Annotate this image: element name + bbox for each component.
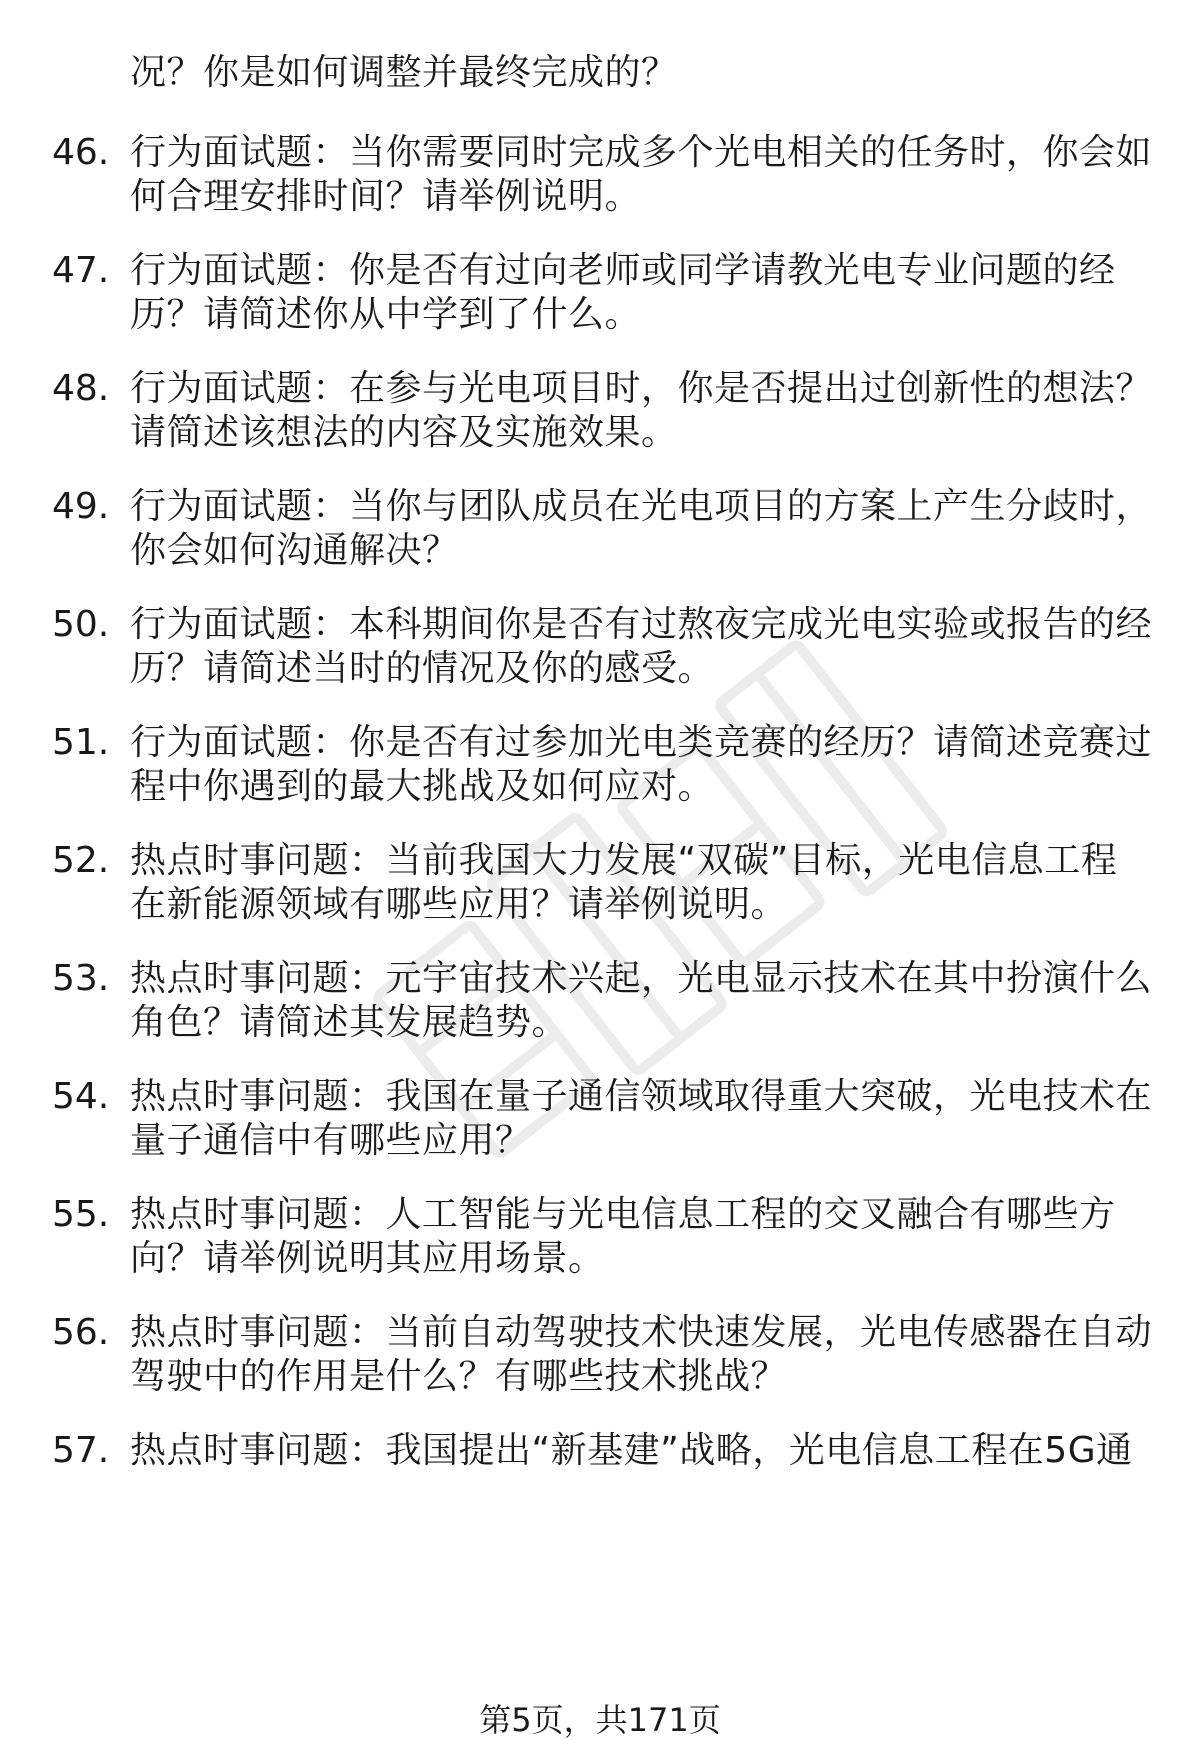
question-text-line1: 行为面试题：你是否有过向老师或同学请教光电专业问题的经 [130, 250, 1116, 291]
question-text-line1: 热点时事问题：我国提出“新基建”战略，光电信息工程在5G通 [130, 1430, 1133, 1471]
question-text-line1: 热点时事问题：我国在量子通信领域取得重大突破，光电技术在 [130, 1076, 1153, 1117]
question-text-line1: 热点时事问题：当前我国大力发展“双碳”目标，光电信息工程 [130, 840, 1118, 881]
question-number: 56. [52, 1312, 110, 1353]
page-footer: 第5页，共171页 [479, 1701, 721, 1739]
question-number: 52. [52, 840, 110, 881]
question-number: 55. [52, 1194, 110, 1235]
question-text-line2: 量子通信中有哪些应用？ [130, 1120, 532, 1161]
question-number: 53. [52, 958, 110, 999]
question-text-line1: 行为面试题：本科期间你是否有过熬夜完成光电实验或报告的经 [130, 604, 1153, 645]
question-number: 46. [52, 132, 110, 173]
question-text-line1: 热点时事问题：当前自动驾驶技术快速发展，光电传感器在自动 [130, 1312, 1153, 1353]
question-number: 49. [52, 486, 110, 527]
question-text-line2: 在新能源领域有哪些应用？请举例说明。 [130, 884, 788, 925]
continuation-text: 况？你是如何调整并最终完成的？ [130, 52, 678, 93]
question-text-line2: 驾驶中的作用是什么？有哪些技术挑战？ [130, 1356, 788, 1397]
question-text-line2: 历？请简述当时的情况及你的感受。 [130, 648, 715, 689]
question-text-line2: 何合理安排时间？请举例说明。 [130, 176, 642, 217]
question-text-line1: 行为面试题：你是否有过参加光电类竞赛的经历？请简述竞赛过 [130, 722, 1153, 763]
question-text-line2: 角色？请简述其发展趋势。 [130, 1002, 569, 1043]
question-number: 57. [52, 1430, 110, 1471]
question-text-line2: 你会如何沟通解决？ [130, 530, 459, 571]
question-text-line1: 热点时事问题：元宇宙技术兴起，光电显示技术在其中扮演什么 [130, 958, 1153, 999]
question-number: 54. [52, 1076, 110, 1117]
question-number: 50. [52, 604, 110, 645]
question-text-line2: 历？请简述你从中学到了什么。 [130, 294, 642, 335]
question-text-line1: 热点时事问题：人工智能与光电信息工程的交叉融合有哪些方 [130, 1194, 1116, 1235]
question-number: 47. [52, 250, 110, 291]
question-text-line2: 程中你遇到的最大挑战及如何应对。 [130, 766, 715, 807]
question-text-line1: 行为面试题：当你需要同时完成多个光电相关的任务时，你会如 [130, 132, 1153, 173]
question-text-line1: 行为面试题：当你与团队成员在光电项目的方案上产生分歧时， [130, 486, 1153, 527]
question-number: 48. [52, 368, 110, 409]
question-text-line2: 向？请举例说明其应用场景。 [130, 1238, 605, 1279]
question-text-line2: 请简述该想法的内容及实施效果。 [130, 412, 678, 453]
question-number: 51. [52, 722, 110, 763]
question-text-line1: 行为面试题：在参与光电项目时，你是否提出过创新性的想法？ [130, 368, 1153, 409]
